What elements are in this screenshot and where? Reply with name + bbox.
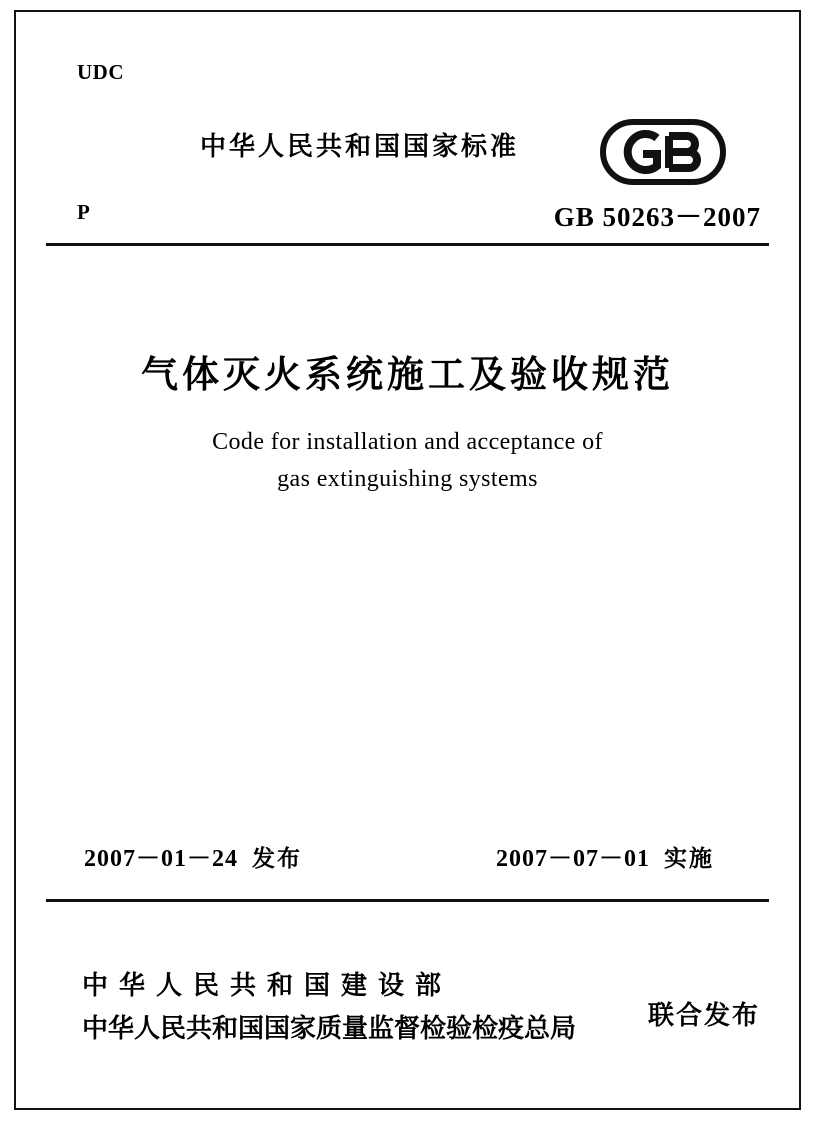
implementation-date-group bbox=[496, 838, 714, 873]
document-title-english-line2: gas extinguishing systems bbox=[277, 466, 538, 493]
header-divider bbox=[46, 243, 769, 246]
standard-number: GB 50263－2007 bbox=[553, 202, 761, 232]
header-block bbox=[46, 40, 769, 238]
dates-row bbox=[46, 838, 769, 874]
footer-divider bbox=[46, 899, 769, 902]
publishers-block bbox=[46, 965, 769, 1055]
issue-date: 2007－01－24 bbox=[84, 846, 238, 872]
publisher-line-1: 中华人民共和国建设部 bbox=[82, 971, 453, 1001]
classification-letter: P bbox=[77, 200, 90, 224]
issue-date-group bbox=[84, 838, 302, 873]
joint-issue-label: 联合发布 bbox=[648, 1001, 761, 1031]
gb-logo-icon bbox=[599, 118, 727, 186]
implementation-label: 实施 bbox=[664, 846, 714, 872]
document-title-english-line1: Code for installation and acceptance of bbox=[212, 429, 603, 456]
issue-label: 发布 bbox=[252, 846, 302, 872]
publisher-line-2: 中华人民共和国国家质量监督检验检疫总局 bbox=[82, 1014, 577, 1044]
title-block bbox=[46, 352, 769, 499]
udc-label: UDC bbox=[77, 60, 124, 84]
national-standard-line: 中华人民共和国国家标准 bbox=[200, 132, 520, 162]
implementation-date: 2007－07－01 bbox=[496, 846, 650, 872]
document-title-english bbox=[46, 424, 769, 498]
publisher-names bbox=[82, 965, 642, 1045]
document-title-chinese: 气体灭火系统施工及验收规范 bbox=[141, 353, 674, 396]
